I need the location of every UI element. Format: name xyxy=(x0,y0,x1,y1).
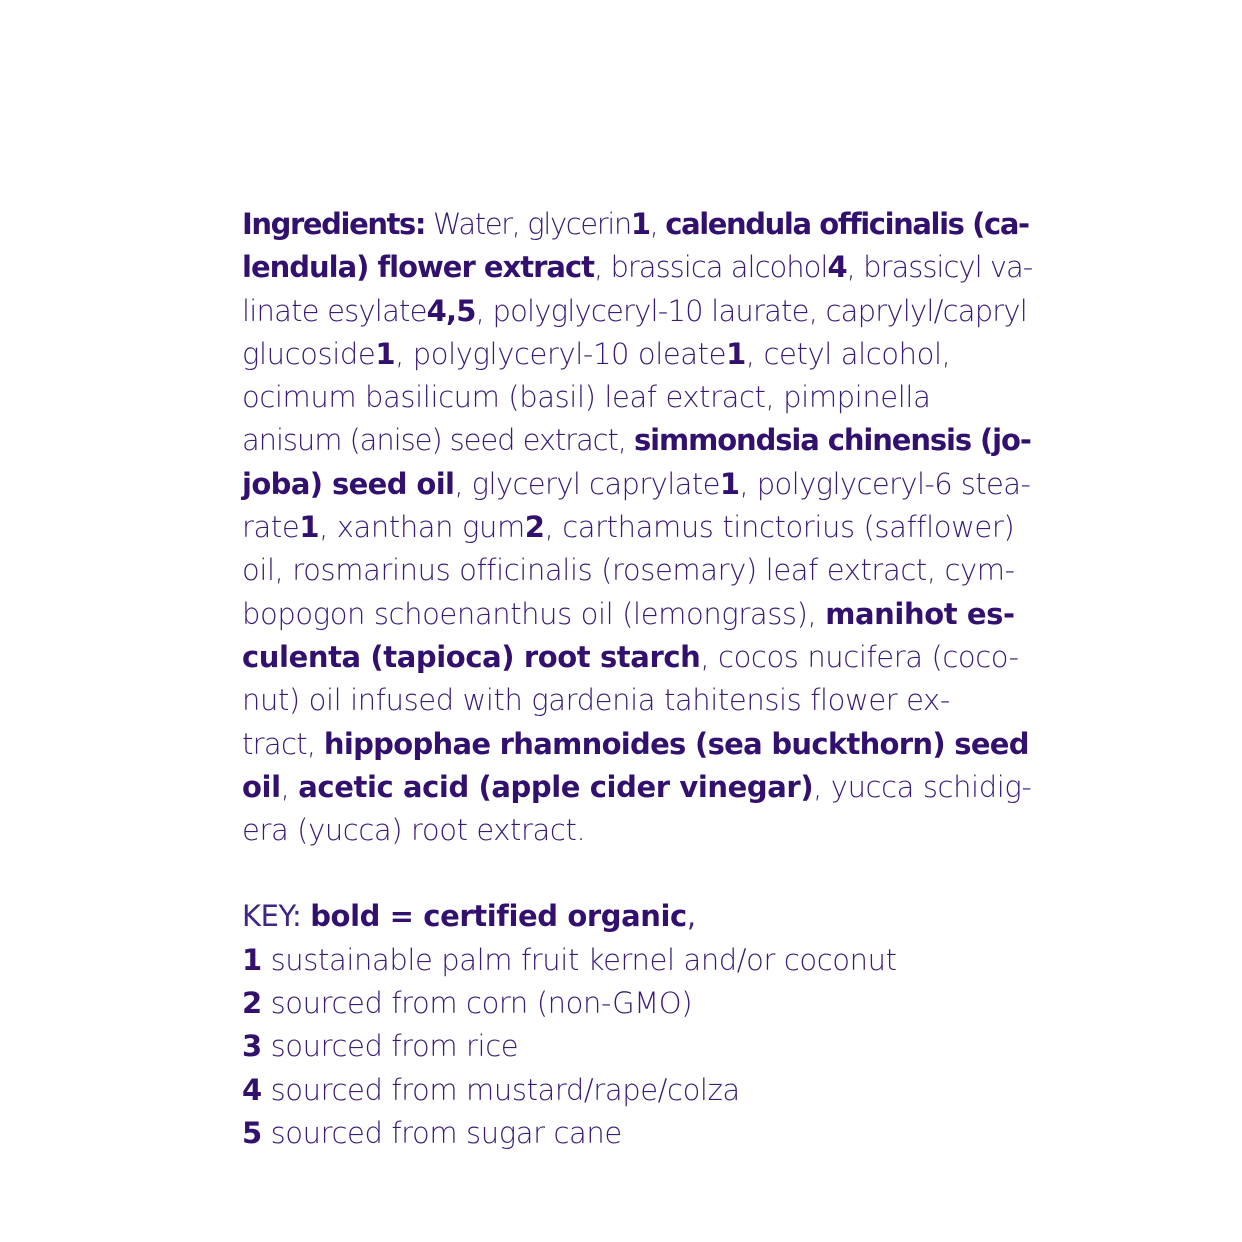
ingredient-text: ocimum basilicum (basil) leaf extract, pimpinella xyxy=(242,380,931,415)
ingredient-line xyxy=(242,679,1024,722)
key-heading-suffix: , xyxy=(686,899,696,934)
ingredient-text-bold: hippophae rhamnoides (sea buckthorn) seed xyxy=(323,726,1029,761)
ingredient-text: , cocos nucifera (coco- xyxy=(700,639,1019,674)
ingredient-line xyxy=(242,463,1031,506)
key-note-text: sourced from sugar cane xyxy=(261,1115,622,1150)
ingredient-text-bold: 1 xyxy=(375,336,396,371)
ingredient-line xyxy=(242,766,1032,809)
key-heading-bold: bold = certified organic xyxy=(310,899,687,934)
key-note-text: sourced from corn (non-GMO) xyxy=(261,986,693,1021)
key-note xyxy=(242,1025,1024,1068)
ingredient-line xyxy=(242,376,1024,419)
key-note-number: 1 xyxy=(242,942,262,977)
key-note xyxy=(242,1112,1024,1155)
ingredients-list xyxy=(242,203,1033,852)
ingredient-line xyxy=(242,333,1024,376)
key-note-text: sourced from rice xyxy=(261,1029,519,1064)
ingredient-line xyxy=(242,723,1029,766)
ingredient-line xyxy=(242,246,1033,289)
ingredient-text: , xanthan gum xyxy=(319,510,525,545)
key-note-text: sustainable palm fruit kernel and/or coconut xyxy=(261,942,897,977)
ingredient-text: tract, xyxy=(242,726,324,761)
ingredient-text: , xyxy=(280,769,299,804)
key-note xyxy=(242,982,1024,1025)
key-heading-prefix: KEY: xyxy=(242,899,311,934)
ingredient-line xyxy=(242,593,1024,636)
key-note-number: 5 xyxy=(242,1115,262,1150)
ingredient-text: , carthamus tinctorius (safflower) xyxy=(544,510,1015,545)
ingredient-text-bold: 2 xyxy=(524,510,545,545)
key-note-number: 2 xyxy=(242,986,262,1021)
ingredient-text-bold: calendula officinalis (ca- xyxy=(665,207,1029,241)
ingredient-text: , brassica alcohol xyxy=(594,250,828,285)
ingredient-line xyxy=(242,203,1029,246)
key-note xyxy=(242,1069,1024,1112)
key-legend xyxy=(242,895,1024,1155)
ingredient-text-bold: 1 xyxy=(630,207,650,241)
key-heading xyxy=(242,895,1024,938)
ingredient-line xyxy=(242,419,1031,462)
ingredient-text: , brassicyl va- xyxy=(846,250,1033,285)
key-note-number: 4 xyxy=(242,1072,262,1107)
ingredient-line xyxy=(242,506,1024,549)
ingredient-text: Water, glycerin xyxy=(425,207,631,241)
ingredient-text: nut) oil infused with gardenia tahitensis flower ex- xyxy=(242,683,950,718)
ingredient-text-bold: manihot es- xyxy=(825,596,1015,631)
ingredient-text-bold: Ingredients: xyxy=(242,207,426,241)
ingredient-line xyxy=(242,549,1024,592)
ingredient-text: , polyglyceryl-6 stea- xyxy=(739,466,1031,501)
ingredient-text-bold: acetic acid (apple cider vinegar) xyxy=(298,769,814,804)
ingredient-text-bold: 1 xyxy=(719,466,740,501)
ingredient-text: , polyglyceryl-10 laurate, caprylyl/capryl xyxy=(475,293,1028,328)
ingredient-line xyxy=(242,809,1024,852)
ingredient-text-bold: 1 xyxy=(726,336,746,371)
ingredient-text: , xyxy=(649,207,666,241)
key-note-number: 3 xyxy=(242,1029,262,1064)
ingredient-text-bold: oil xyxy=(242,769,281,804)
ingredient-text: , glyceryl caprylate xyxy=(454,466,720,501)
ingredient-text-bold: joba) seed oil xyxy=(242,466,455,501)
ingredient-text-bold: 1 xyxy=(299,510,320,545)
ingredient-text: , cetyl alcohol, xyxy=(745,336,951,371)
ingredient-text: era (yucca) root extract. xyxy=(242,813,586,848)
ingredient-text-bold: 4 xyxy=(827,250,847,285)
ingredient-text: , polyglyceryl-10 oleate xyxy=(395,336,727,371)
ingredient-text: rate xyxy=(242,510,300,545)
ingredient-text-bold: lendula) flower extract xyxy=(242,250,595,285)
ingredient-text-bold: culenta (tapioca) root starch xyxy=(242,639,701,674)
ingredient-text: anisum (anise) seed extract, xyxy=(242,423,634,458)
ingredient-text-bold: simmondsia chinensis (jo- xyxy=(634,423,1031,458)
ingredient-text: , yucca schidig- xyxy=(813,769,1032,804)
ingredient-text: oil, rosmarinus officinalis (rosemary) leaf extract, cym- xyxy=(242,553,1015,588)
ingredients-panel xyxy=(242,203,1033,1155)
ingredient-line xyxy=(242,636,1024,679)
ingredient-line xyxy=(242,290,1028,333)
ingredient-text-bold: 4,5 xyxy=(426,293,476,328)
ingredient-text: bopogon schoenanthus oil (lemongrass), xyxy=(242,596,826,631)
ingredient-text: linate esylate xyxy=(242,293,427,328)
ingredient-text: glucoside xyxy=(242,336,376,371)
key-note xyxy=(242,939,1024,982)
key-note-text: sourced from mustard/rape/colza xyxy=(261,1072,740,1107)
